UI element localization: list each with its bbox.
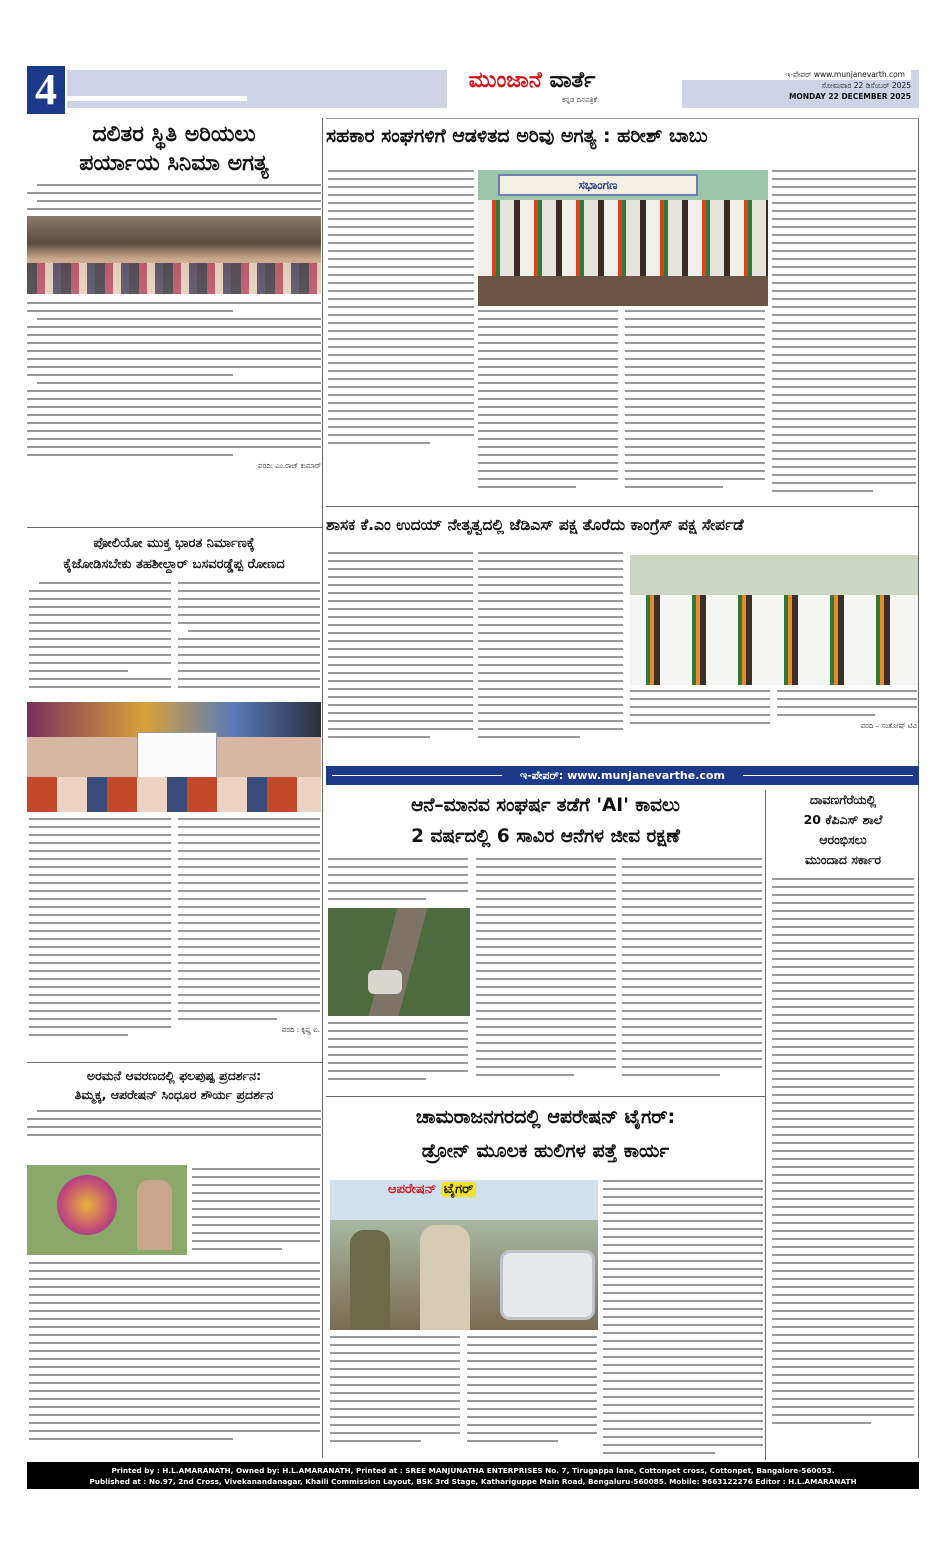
logo-tagline: ಕನ್ನಡ ದಿನಪತ್ರಿಕೆ (561, 96, 597, 104)
article-body (777, 690, 917, 731)
photo-polio-event (27, 702, 321, 812)
masthead-info (682, 70, 919, 108)
epaper-band-url[interactable]: ಇ-ಪೇಪರ್: www.munjanevarthe.com (520, 769, 725, 782)
english-date: MONDAY 22 DECEMBER 2025 (788, 92, 911, 101)
article-dalit-cinema (27, 120, 321, 471)
headline-line: ಪೋಲಿಯೋ ಮುಕ್ತ ಭಾರತ ನಿರ್ಮಾಣಕ್ಕೆ (93, 536, 255, 551)
column-divider (918, 118, 919, 1458)
newspaper-logo (427, 66, 637, 114)
logo-word-munjane: ಮುಂಜಾನೆ (468, 68, 542, 93)
masthead-band-left (67, 70, 447, 108)
article-body (29, 1262, 320, 1446)
article-sahakara (326, 120, 919, 152)
article-body (192, 1168, 320, 1256)
headline-line: ಡ್ರೋನ್ ಮೂಲಕ ಹುಲಿಗಳ ಪತ್ತೆ ಕಾರ್ಯ (421, 1140, 670, 1162)
headline (27, 533, 321, 575)
article-body (772, 170, 916, 498)
group-photo-students (27, 216, 321, 294)
headline-line: ಅರಮನೆ ಆವರಣದಲ್ಲಿ ಫಲಪುಷ್ಪ ಪ್ರದರ್ಶನ: (86, 1068, 262, 1083)
headline-line: 20 ಕೆಪಿಎಸ್ ಶಾಲೆ (803, 812, 883, 827)
article-polio (27, 533, 321, 575)
headline-line: ಪರ್ಯಾಯ ಸಿನಿಮಾ ಅಗತ್ಯ (79, 151, 269, 176)
photo-calendar-release (478, 170, 768, 306)
imprint-line-2: Published at : No.97, 2nd Cross, Vivekanandanagar, Khaili Commission Layout, BSK 3rd Stage, Kathariguppe Main Road, Bengaluru-560085. Mobile: 9663122276 Editor : H.L.AMARANATH (89, 1477, 857, 1486)
column-divider (765, 790, 766, 1460)
headline (326, 1100, 765, 1168)
article-davanagere-kps (768, 790, 918, 1430)
article-body (630, 690, 770, 730)
headline: ಶಾಸಕ ಕೆ.ಎಂ ಉದಯ್ ನೇತೃತ್ವದಲ್ಲಿ ಜೆಡಿಎಸ್ ಪಕ್ಷ ತೊರೆದು ಕಾಂಗ್ರೆಸ್ ಪಕ್ಷ ಸೇರ್ಪಡೆ (326, 516, 744, 534)
section-divider (326, 118, 919, 119)
photo-title: ಆಪರೇಷನ್ ಟೈಗರ್ (388, 1182, 476, 1197)
kannada-date: ಸೋಮವಾರ 22 ಡಿಸೆಂಬರ್ 2025 (821, 81, 911, 90)
byline: ವರದಿ : ಕೃಷ್ಣ ಐ. (281, 1026, 320, 1034)
article-body (625, 310, 765, 494)
article-body (478, 310, 618, 494)
headline: ಸಹಕಾರ ಸಂಘಗಳಿಗೆ ಆಡಳಿತದ ಅರಿವು ಅಗತ್ಯ : ಹರೀಶ್ ಬಾಬು (326, 125, 708, 147)
headline (768, 790, 918, 870)
article-body (330, 1336, 460, 1448)
article-body (476, 858, 616, 1082)
article-body (328, 1022, 468, 1086)
headline-line: ಆರಂಭಿಸಲು (819, 832, 867, 847)
article-body (29, 582, 171, 694)
column-divider (322, 118, 323, 1458)
article-body (27, 1110, 321, 1136)
headline-line: ದಾವಣಗೆರೆಯಲ್ಲಿ (809, 792, 877, 807)
epaper-url[interactable]: ಇ-ಪೇಪರ್ www.munjanevarth.com (682, 70, 911, 80)
photo-elephant-railway (328, 908, 470, 1016)
article-body (27, 302, 321, 456)
article-body (328, 858, 468, 906)
headline-line: 2 ವರ್ಷದಲ್ಲಿ 6 ಸಾವಿರ ಆನೆಗಳ ಜೀವ ರಕ್ಷಣೆ (411, 826, 680, 847)
section-divider (27, 527, 322, 528)
article-body (478, 552, 623, 744)
article-body (603, 1180, 763, 1460)
article-body (29, 818, 171, 1042)
headline (27, 120, 321, 178)
article-body (622, 858, 762, 1082)
headline-line: ಕೈಜೋಡಿಸಬೇಕು ತಹಶೀಲ್ದಾರ್ ಬಸವರಡ್ಡೆಪ್ಪ ರೋಣದ (63, 557, 285, 572)
article-body (27, 184, 321, 210)
page-number: 4 (27, 66, 65, 114)
section-divider (326, 506, 919, 507)
article-body (178, 818, 320, 1035)
photo-flower-display (27, 1165, 187, 1255)
masthead (27, 66, 919, 114)
article-operation-tiger (326, 1100, 765, 1168)
article-body (768, 878, 918, 1424)
article-body (467, 1336, 597, 1448)
photo-operation-tiger-drone (330, 1180, 598, 1330)
epaper-band[interactable] (326, 766, 919, 785)
headline (27, 1066, 321, 1104)
byline: ವರದಿ – ಸಂತೋಷ್ ಟಿವಿ (860, 722, 917, 730)
photo-congress-group (630, 555, 918, 685)
article-body (328, 170, 474, 450)
article-body (178, 582, 320, 694)
imprint-footer (27, 1462, 919, 1489)
imprint-line-1: Printed by : H.L.AMARANATH, Owned by: H.L.AMARANATH, Printed at : SREE MANJUNATHA ENTERPRISES No. 7, Tirugappa lane, Cottonpet cross, Cottonpet, Bangalore-560053. (111, 1466, 835, 1475)
article-congress-joining (326, 510, 919, 540)
article-flower-show (27, 1066, 321, 1142)
headline-line: ಮುಂದಾದ ಸರ್ಕಾರ (804, 852, 882, 867)
headline-line: ತಿಮ್ಮಕ್ಕ, ಆಪರೇಷನ್ ಸಿಂಧೂರ ಶೌರ್ಯ ಪ್ರದರ್ಶನ (74, 1087, 274, 1102)
headline-line: ಆನೆ–ಮಾನವ ಸಂಘರ್ಷ ತಡೆಗೆ 'AI' ಕಾವಲು (411, 795, 680, 816)
hall-banner: ಸಭಾಂಗಣ (498, 174, 698, 196)
article-elephant-ai (326, 790, 765, 852)
headline-line: ದಲಿತರ ಸ್ಥಿತಿ ಅರಿಯಲು (92, 122, 256, 147)
section-divider (326, 1096, 765, 1097)
headline-line: ಚಾಮರಾಜನಗರದಲ್ಲಿ ಆಪರೇಷನ್ ಟೈಗರ್: (415, 1106, 676, 1128)
section-divider (27, 1062, 322, 1063)
logo-word-varthe: ವಾರ್ತೆ (549, 68, 596, 93)
article-body (328, 552, 473, 744)
headline (326, 790, 765, 852)
byline: ವರದಿ: ಎಂ.ರಾಜ್ ಕುಮಾರ್ (258, 462, 321, 470)
